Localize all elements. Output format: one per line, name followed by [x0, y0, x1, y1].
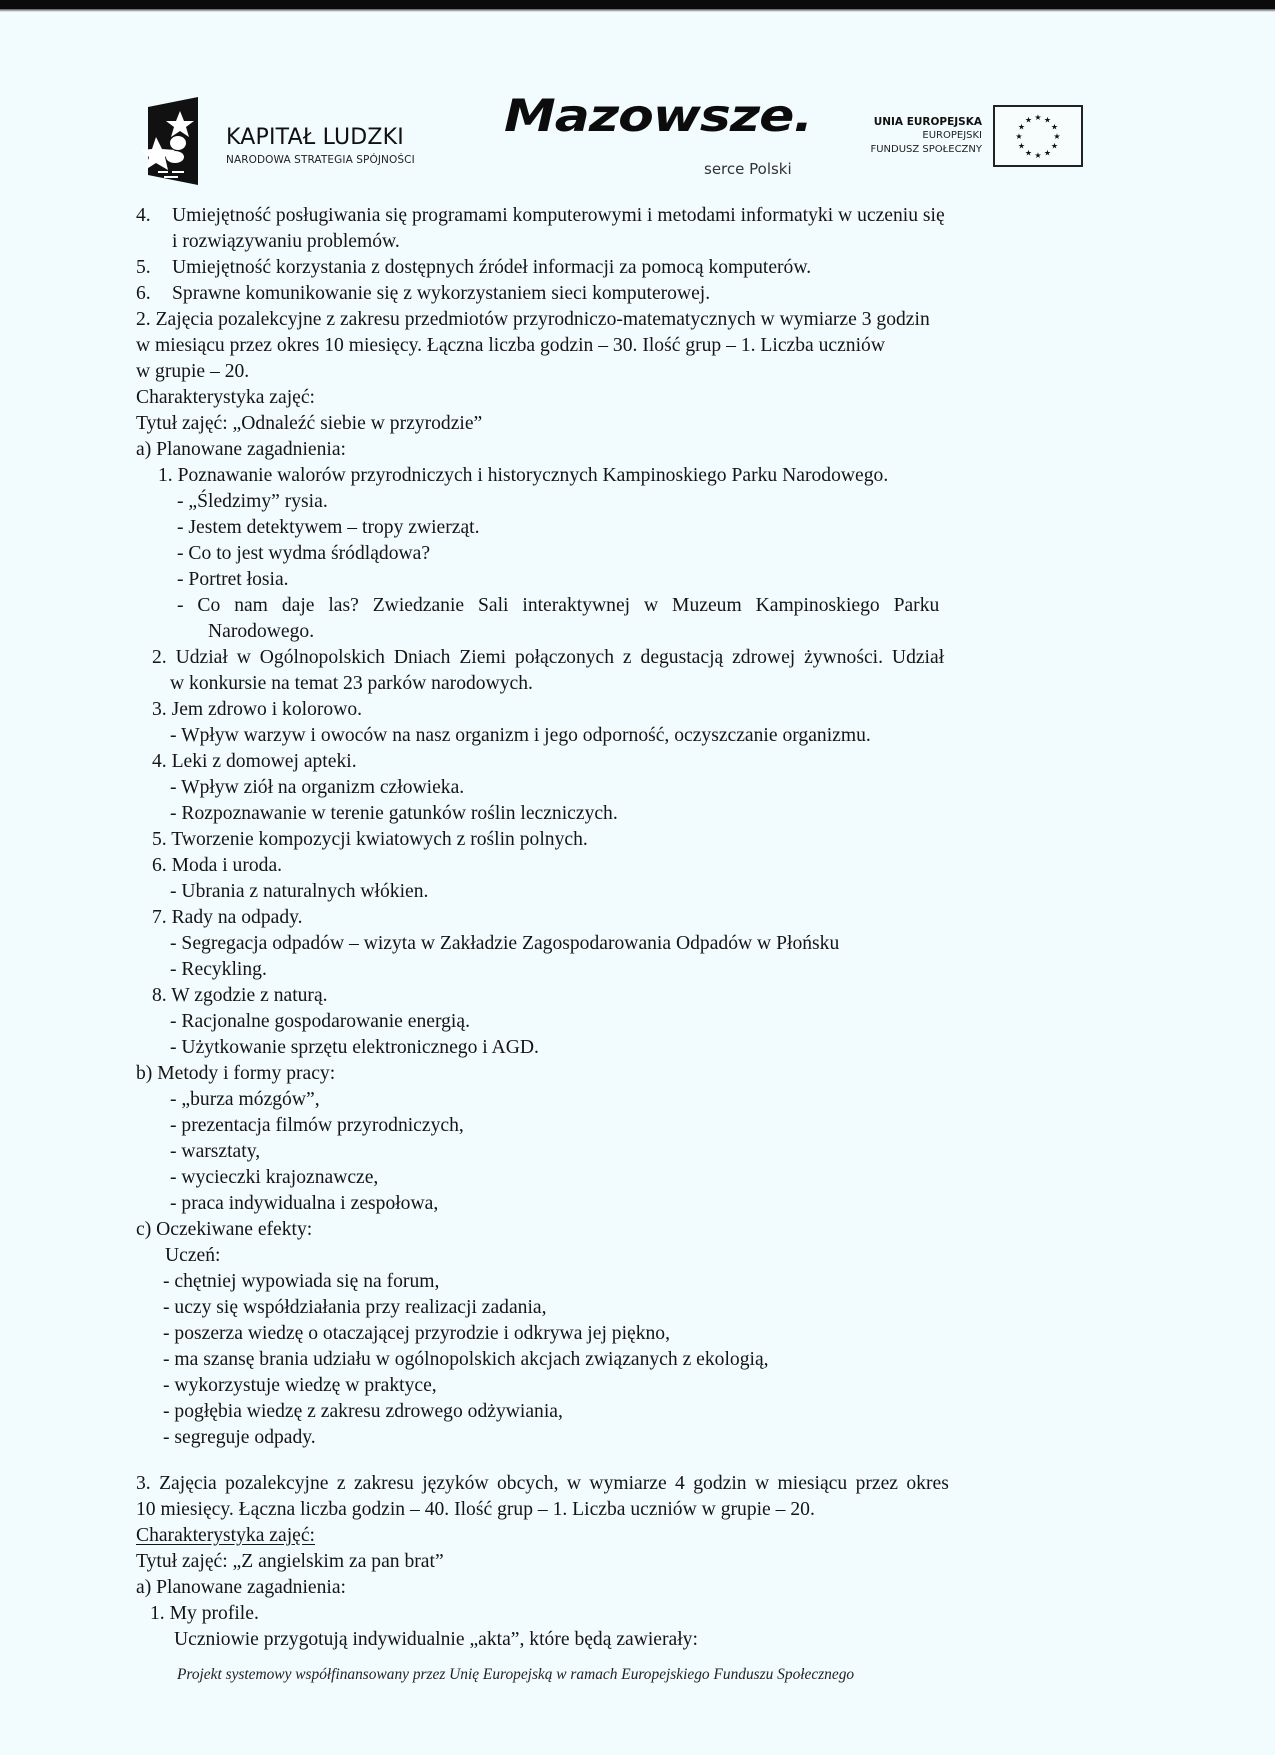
method-item: - warsztaty, [170, 1141, 261, 1162]
effect-item: - poszerza wiedzę o otaczającej przyrodzie i odkrywa jej piękno, [163, 1323, 671, 1344]
kapital-ludzki-subtitle: NARODOWA STRATEGIA SPÓJNOŚCI [226, 154, 415, 166]
subtopic: - Ubrania z naturalnych włókien. [170, 881, 429, 902]
topic: 1. My profile. [150, 1603, 259, 1624]
student-label: Uczeń: [165, 1245, 221, 1266]
eu-star-icon: ★ [1017, 122, 1026, 132]
list-item-number: 6. [136, 283, 151, 304]
kapital-ludzki-title: KAPITAŁ LUDZKI [226, 125, 404, 150]
eu-line-2: EUROPEJSKI [922, 130, 982, 141]
effect-item: - segreguje odpady. [163, 1427, 316, 1448]
kapital-ludzki-logo-text [226, 126, 415, 166]
eu-star-icon: ★ [1053, 132, 1061, 141]
method-item: - wycieczki krajoznawcze, [170, 1167, 379, 1188]
methods-label: b) Metody i formy pracy: [136, 1063, 336, 1084]
effect-item: - chętniej wypowiada się na forum, [163, 1271, 440, 1292]
topic-description: Uczniowie przygotują indywidualnie „akta”, które będą zawierały: [174, 1629, 698, 1650]
subtopic: - Racjonalne gospodarowanie energią. [170, 1011, 470, 1032]
topic: 5. Tworzenie kompozycji kwiatowych z roślin polnych. [152, 829, 588, 850]
eu-star-icon: ★ [1043, 115, 1052, 125]
scan-top-edge-shadow [0, 9, 1275, 12]
topic: 3. Jem zdrowo i kolorowo. [152, 699, 363, 720]
class-title: Tytuł zajęć: „Odnaleźć siebie w przyrodzie” [136, 413, 483, 434]
eu-star-icon: ★ [1017, 141, 1026, 151]
eu-line-1: UNIA EUROPEJSKA [873, 116, 982, 128]
planned-topics-label: a) Planowane zagadnienia: [136, 439, 346, 460]
subtopic: - Portret łosia. [177, 569, 289, 590]
subtopic: - Recykling. [170, 959, 267, 980]
characteristics-label: Charakterystyka zajęć: [136, 1525, 315, 1546]
subtopic: - Wpływ warzyw i owoców na nasz organizm i jego odporność, oczyszczanie organizmu. [170, 725, 871, 746]
effect-item: - uczy się współdziałania przy realizacji zadania, [163, 1297, 547, 1318]
eu-star-icon: ★ [1034, 113, 1042, 122]
planned-topics-label: a) Planowane zagadnienia: [136, 1577, 346, 1598]
method-item: - „burza mózgów”, [170, 1089, 320, 1110]
eu-flag-icon [993, 105, 1083, 167]
list-item-continuation: i rozwiązywaniu problemów. [172, 231, 400, 252]
subtopic: - Rozpoznawanie w terenie gatunków roślin leczniczych. [170, 803, 618, 824]
mazowsze-logo [504, 91, 813, 185]
list-item-number: 4. [136, 205, 151, 226]
topic: 6. Moda i uroda. [152, 855, 283, 876]
topic: 8. W zgodzie z naturą. [152, 985, 328, 1006]
subtopic-continuation: Narodowego. [208, 621, 315, 642]
eu-star-icon: ★ [1043, 148, 1052, 158]
list-item: Umiejętność posługiwania się programami komputerowymi i metodami informatyki w uczeniu się [172, 205, 945, 226]
funding-footer: Projekt systemowy współfinansowany przez Unię Europejską w ramach Europejskiego Funduszu Społecznego [177, 1666, 855, 1683]
eu-star-icon: ★ [1015, 132, 1023, 141]
method-item: - praca indywidualna i zespołowa, [170, 1193, 439, 1214]
section-3-intro: 3. Zajęcia pozalekcyjne z zakresu języków obcych, w wymiarze 4 godzin w miesiącu przez okres [136, 1473, 949, 1494]
subtopic: - Użytkowanie sprzętu elektronicznego i AGD. [170, 1037, 539, 1058]
section-2-intro: w miesiącu przez okres 10 miesięcy. Łączna liczba godzin – 30. Ilość grup – 1. Liczba uczniów [136, 335, 885, 356]
topic: 2. Udział w Ogólnopolskich Dniach Ziemi połączonych z degustacją zdrowej żywności. Udział [152, 647, 945, 668]
eu-star-icon: ★ [1034, 151, 1042, 160]
eu-star-icon: ★ [1050, 122, 1059, 132]
method-item: - prezentacja filmów przyrodniczych, [170, 1115, 464, 1136]
subtopic: - „Śledzimy” rysia. [177, 491, 328, 512]
topic-continuation: w konkursie na temat 23 parków narodowych. [170, 673, 533, 694]
eu-star-icon: ★ [1050, 141, 1059, 151]
topic: 7. Rady na odpady. [152, 907, 303, 928]
eu-logo-text [870, 115, 982, 157]
list-item: Sprawne komunikowanie się z wykorzystaniem sieci komputerowej. [172, 283, 711, 304]
mazowsze-wordmark: Mazowsze. [504, 91, 813, 142]
characteristics-label: Charakterystyka zajęć: [136, 387, 315, 408]
effect-item: - pogłębia wiedzę z zakresu zdrowego odżywiania, [163, 1401, 563, 1422]
section-3-intro: 10 miesięcy. Łączna liczba godzin – 40. Ilość grup – 1. Liczba uczniów w grupie – 20. [136, 1499, 815, 1520]
subtopic: - Co to jest wydma śródlądowa? [177, 543, 431, 564]
document-header [0, 91, 1275, 190]
subtopic: - Co nam daje las? Zwiedzanie Sali interaktywnej w Muzeum Kampinoskiego Parku [177, 595, 940, 616]
subtopic: - Jestem detektywem – tropy zwierząt. [177, 517, 480, 538]
class-title: Tytuł zajęć: „Z angielskim za pan brat” [136, 1551, 444, 1572]
eu-star-icon: ★ [1024, 115, 1033, 125]
topic: 1. Poznawanie walorów przyrodniczych i historycznych Kampinoskiego Parku Narodowego. [158, 465, 889, 486]
section-2-intro: w grupie – 20. [136, 361, 250, 382]
scan-top-edge [0, 0, 1275, 9]
effects-label: c) Oczekiwane efekty: [136, 1219, 313, 1240]
topic: 4. Leki z domowej apteki. [152, 751, 357, 772]
kapital-ludzki-logo-icon [142, 97, 204, 185]
list-item-number: 5. [136, 257, 151, 278]
effect-item: - ma szansę brania udziału w ogólnopolskich akcjach związanych z ekologią, [163, 1349, 769, 1370]
section-2-intro: 2. Zajęcia pozalekcyjne z zakresu przedmiotów przyrodniczo-matematycznych w wymiarze 3 godzin [136, 309, 930, 330]
effect-item: - wykorzystuje wiedzę w praktyce, [163, 1375, 437, 1396]
eu-line-3: FUNDUSZ SPOŁECZNY [870, 144, 982, 155]
subtopic: - Wpływ ziół na organizm człowieka. [170, 777, 465, 798]
mazowsze-subtitle: serce Polski [704, 160, 792, 178]
subtopic: - Segregacja odpadów – wizyta w Zakładzie Zagospodarowania Odpadów w Płońsku [170, 933, 840, 954]
list-item: Umiejętność korzystania z dostępnych źródeł informacji za pomocą komputerów. [172, 257, 812, 278]
eu-star-icon: ★ [1024, 148, 1033, 158]
